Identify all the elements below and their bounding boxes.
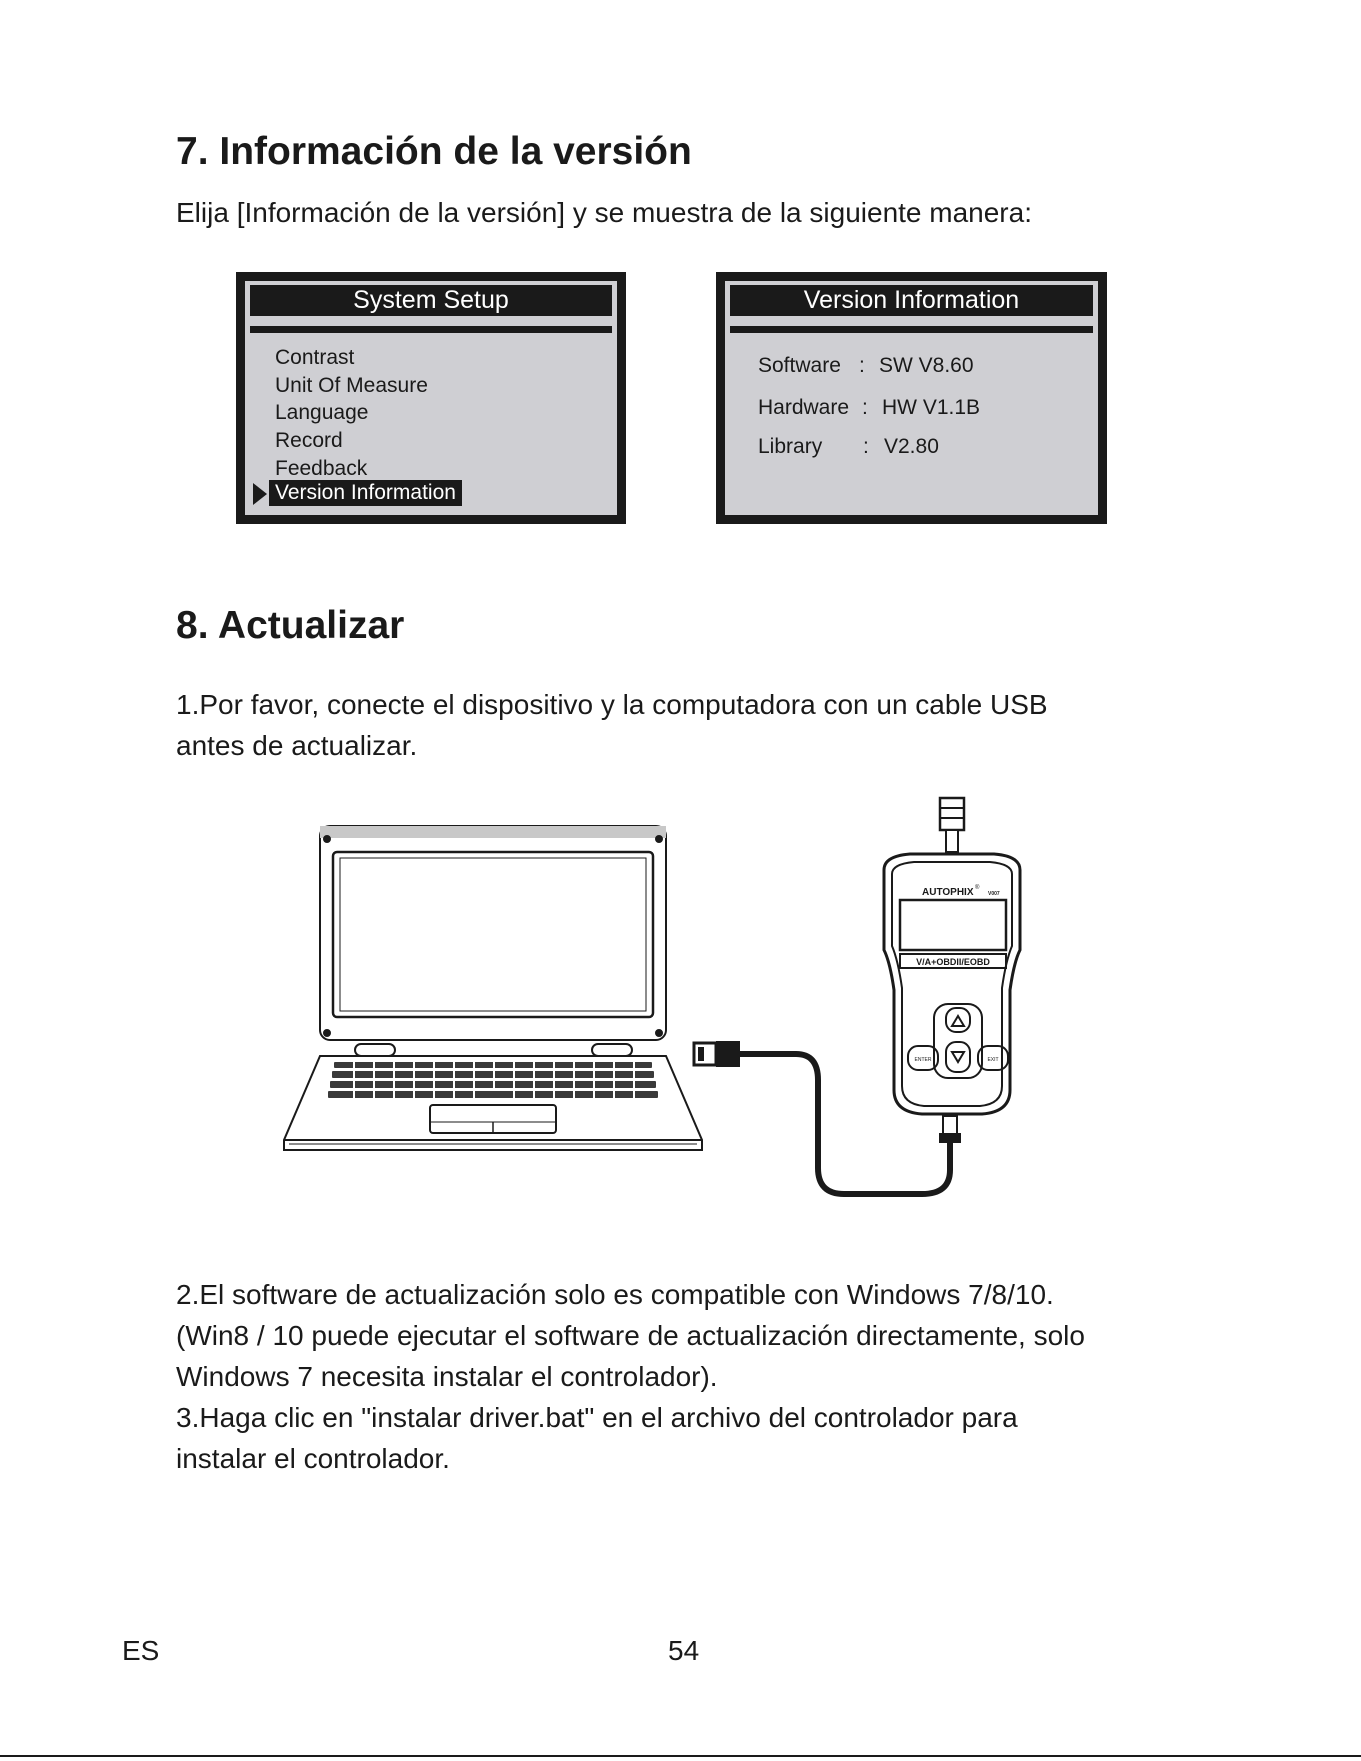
step-2-line-2: (Win8 / 10 puede ejecutar el software de actualización directamente, solo [176,1320,1085,1351]
footer-language: ES [122,1635,160,1666]
hardware-label: Hardware [758,396,850,419]
software-separator: : [859,354,865,377]
device-brand-mark: ® [975,885,980,891]
step-3-line-1: 3.Haga clic en "instalar driver.bat" en el archivo del controlador para [176,1402,1018,1433]
library-separator: : [863,435,869,458]
screen-divider [730,326,1093,333]
step-1-line-2: antes de actualizar. [176,730,418,761]
step-3-line-2: instalar el controlador. [176,1443,450,1474]
section-7-heading: 7. Información de la versión [176,130,692,173]
hardware-value: HW V1.1B [882,396,981,419]
step-2-line-1: 2.El software de actualización solo es compatible con Windows 7/8/10. [176,1279,1054,1310]
library-value: V2.80 [884,435,939,458]
menu-item-record[interactable]: Record [275,429,343,452]
page-bottom-rule [0,1755,1361,1757]
usb-connection-illustration [270,790,1050,1210]
step-2-line-3: Windows 7 necesita instalar el controlador). [176,1361,718,1392]
software-label: Software [758,354,841,377]
version-information-screen [716,272,1107,524]
section-8-heading: 8. Actualizar [176,604,405,647]
usb-plug-icon [694,1041,740,1067]
device-brand-text: AUTOPHIX [922,887,974,898]
selection-arrow-icon [253,483,267,505]
step-1-line-1: 1.Por favor, conecte el dispositivo y la computadora con un cable USB [176,689,1048,720]
device-model-text: V007 [988,891,1000,897]
obd-scanner-icon [884,798,1020,1142]
system-setup-title: System Setup [250,285,612,316]
menu-item-language[interactable]: Language [275,401,369,424]
menu-item-contrast[interactable]: Contrast [275,346,355,369]
menu-item-feedback[interactable]: Feedback [275,457,368,480]
menu-item-unit-of-measure[interactable]: Unit Of Measure [275,374,428,397]
menu-item-version-information[interactable]: Version Information [269,480,462,506]
device-exit-label: EXIT [987,1057,999,1063]
software-value: SW V8.60 [879,354,974,377]
version-information-title: Version Information [730,285,1093,316]
library-label: Library [758,435,823,458]
section-7-intro: Elija [Información de la versión] y se muestra de la siguiente manera: [176,197,1032,228]
hardware-separator: : [862,396,868,419]
system-setup-screen [236,272,626,524]
device-protocol-text: V/A+OBDII/EOBD [916,957,990,967]
laptop-icon [284,826,702,1150]
screen-divider [250,326,612,333]
page-number: 54 [668,1635,700,1666]
device-enter-label: ENTER [914,1057,932,1063]
